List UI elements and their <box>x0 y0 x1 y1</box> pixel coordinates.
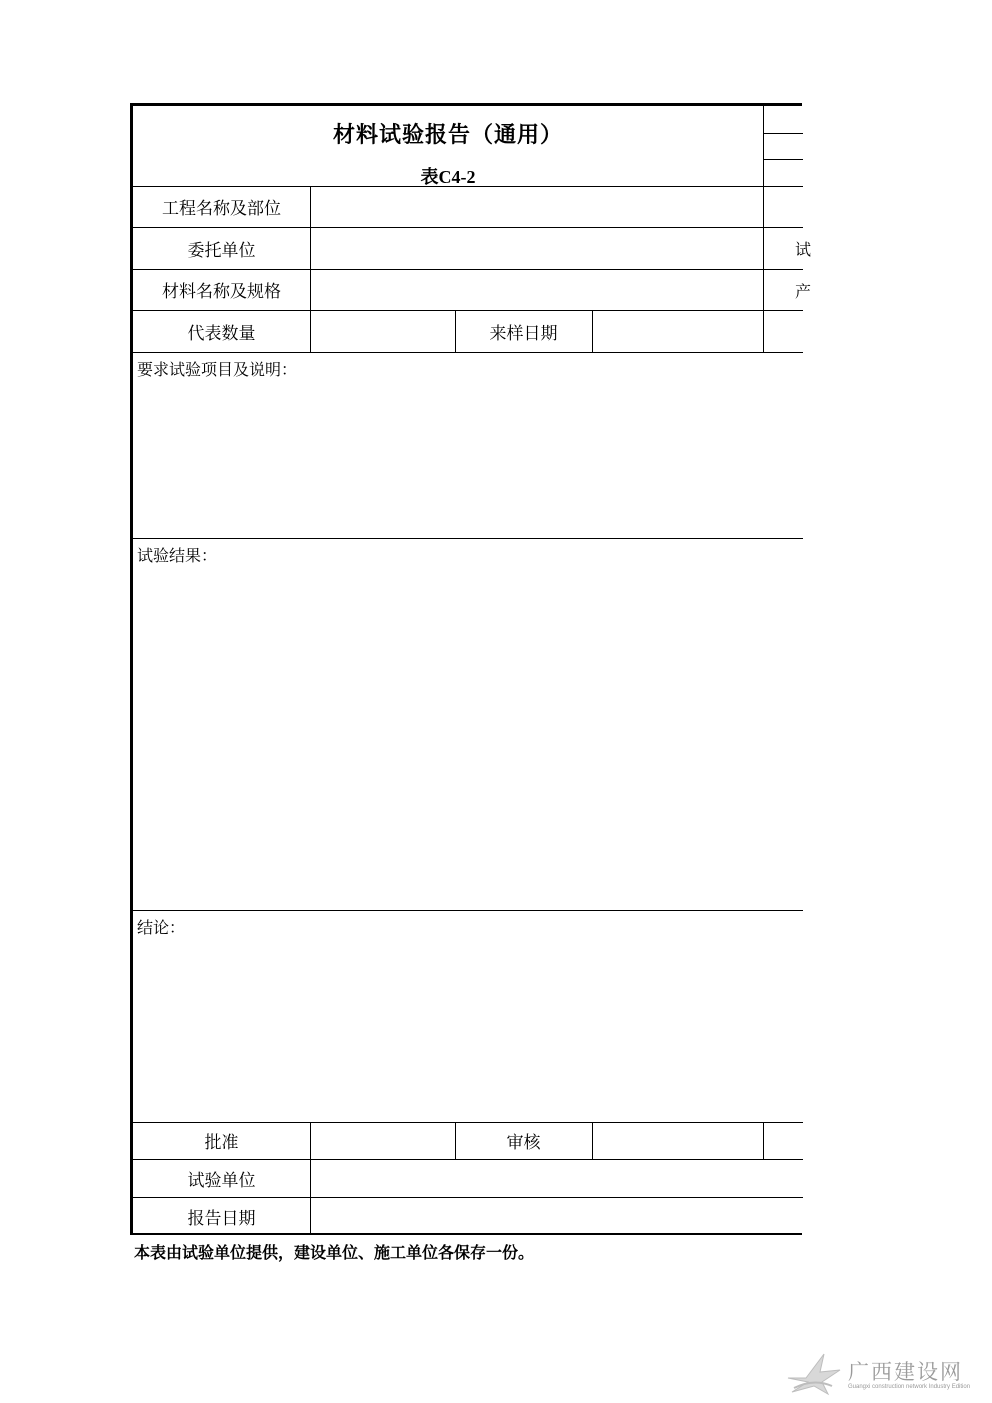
cut-off-label: 产 <box>795 282 812 301</box>
row-divider <box>133 910 803 911</box>
client-unit-field[interactable] <box>311 228 763 269</box>
material-name-label: 材料名称及规格 <box>162 282 281 302</box>
report-date-label: 报告日期 <box>187 1208 256 1229</box>
results-area[interactable] <box>133 564 803 908</box>
footnote: 本表由试验单位提供，建设单位、施工单位各保存一份。 <box>134 1243 535 1262</box>
material-test-report-form <box>130 103 812 1235</box>
project-name-label: 工程名称及部位 <box>162 199 281 219</box>
cut-off-label: 试 <box>795 240 812 259</box>
testing-unit-field[interactable] <box>311 1160 803 1197</box>
row-divider <box>133 352 803 353</box>
review-field[interactable] <box>593 1123 763 1159</box>
column-divider <box>763 1122 764 1159</box>
conclusion-area[interactable] <box>133 936 803 1120</box>
review-label: 审核 <box>506 1133 541 1153</box>
quantity-field[interactable] <box>311 311 455 352</box>
project-name-field[interactable] <box>311 187 763 227</box>
row-divider <box>133 538 803 539</box>
header-line <box>763 159 803 160</box>
quantity-label: 代表数量 <box>187 323 256 344</box>
report-date-field[interactable] <box>311 1198 803 1235</box>
conclusion-label: 结论： <box>137 918 186 937</box>
sample-date-label: 来样日期 <box>489 323 558 344</box>
watermark-subtitle: Guangxi construction network Industry Edition <box>848 1384 971 1390</box>
approve-field[interactable] <box>311 1123 455 1159</box>
column-divider <box>763 186 764 352</box>
requirements-area[interactable] <box>133 378 803 536</box>
testing-unit-label: 试验单位 <box>187 1170 256 1191</box>
material-name-field[interactable] <box>311 270 763 310</box>
requirements-label: 要求试验项目及说明： <box>137 360 298 379</box>
header-divider <box>763 106 764 186</box>
form-title: 材料试验报告（通用） <box>332 123 563 148</box>
approve-label: 批准 <box>204 1133 239 1153</box>
client-unit-label: 委托单位 <box>187 240 256 261</box>
results-label: 试验结果： <box>137 546 218 565</box>
sample-date-field[interactable] <box>593 311 763 352</box>
table-number: 表C4-2 <box>420 167 476 187</box>
watermark-name: 广西建设网 <box>848 1360 963 1384</box>
header-line <box>763 133 803 134</box>
